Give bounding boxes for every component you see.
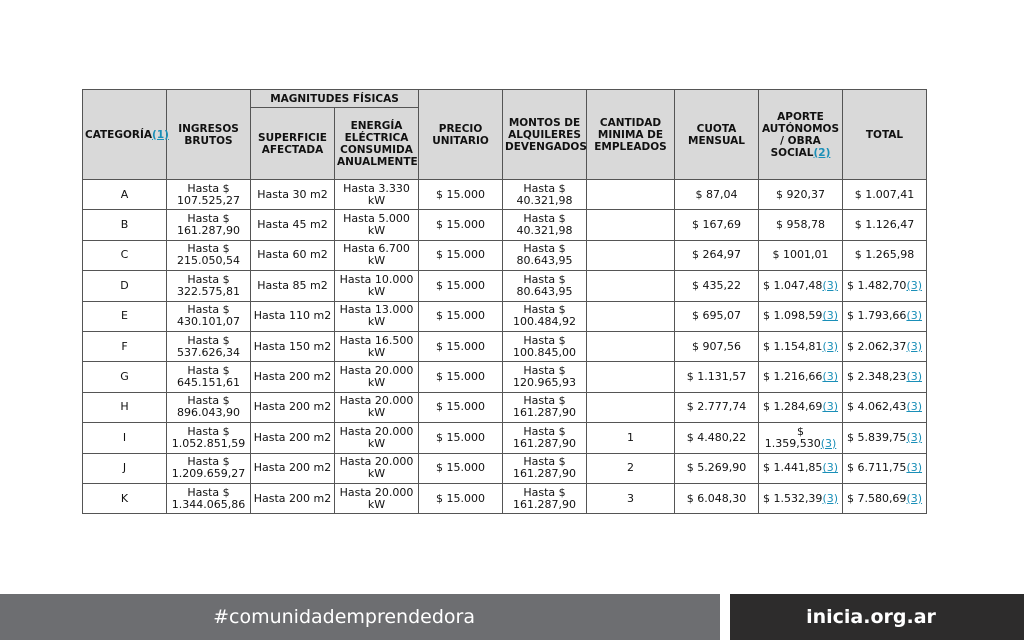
header-cuota-mensual: CUOTA MENSUAL <box>675 90 759 180</box>
cell-cat: F <box>83 331 167 361</box>
cell-empleados <box>587 271 675 301</box>
cell-empleados <box>587 240 675 270</box>
cell-ingresos: Hasta $ 322.575,81 <box>167 271 251 301</box>
cell-aporte: $ 1.216,66(3) <box>759 362 843 392</box>
cell-superficie: Hasta 200 m2 <box>251 453 335 483</box>
cell-superficie: Hasta 200 m2 <box>251 483 335 513</box>
cell-total: $ 7.580,69(3) <box>843 483 927 513</box>
cell-total: $ 2.348,23(3) <box>843 362 927 392</box>
table-row <box>83 301 927 331</box>
cell-superficie: Hasta 45 m2 <box>251 210 335 240</box>
cell-superficie: Hasta 30 m2 <box>251 180 335 210</box>
cell-precio: $ 15.000 <box>419 210 503 240</box>
cell-empleados <box>587 210 675 240</box>
cell-total: $ 5.839,75(3) <box>843 423 927 453</box>
header-montos-alquileres: MONTOS DE ALQUILERES DEVENGADOS <box>503 90 587 180</box>
cell-energia: Hasta 20.000 kW <box>335 392 419 422</box>
footnote-link-3[interactable]: (3) <box>822 339 839 353</box>
cell-total: $ 1.007,41 <box>843 180 927 210</box>
cell-cat: K <box>83 483 167 513</box>
cell-total: $ 1.482,70(3) <box>843 271 927 301</box>
table-row <box>83 483 927 513</box>
cell-cuota: $ 435,22 <box>675 271 759 301</box>
cell-montos: Hasta $ 80.643,95 <box>503 240 587 270</box>
cell-total: $ 2.062,37(3) <box>843 331 927 361</box>
cell-cat: H <box>83 392 167 422</box>
cell-aporte: $ 1.098,59(3) <box>759 301 843 331</box>
cell-cat: D <box>83 271 167 301</box>
cell-superficie: Hasta 110 m2 <box>251 301 335 331</box>
cell-ingresos: Hasta $ 537.626,34 <box>167 331 251 361</box>
cell-cuota: $ 695,07 <box>675 301 759 331</box>
cell-empleados: 3 <box>587 483 675 513</box>
cell-montos: Hasta $ 40.321,98 <box>503 180 587 210</box>
cell-precio: $ 15.000 <box>419 331 503 361</box>
cell-total: $ 4.062,43(3) <box>843 392 927 422</box>
header-categoria: CATEGORÍA(1) <box>83 90 167 180</box>
footnote-link-3[interactable]: (3) <box>906 278 923 292</box>
cell-montos: Hasta $ 161.287,90 <box>503 483 587 513</box>
cell-precio: $ 15.000 <box>419 362 503 392</box>
header-ingresos-brutos: INGRESOS BRUTOS <box>167 90 251 180</box>
footnote-link-3[interactable]: (3) <box>822 278 839 292</box>
table-row <box>83 210 927 240</box>
cell-total: $ 1.126,47 <box>843 210 927 240</box>
cell-cat: J <box>83 453 167 483</box>
cell-precio: $ 15.000 <box>419 483 503 513</box>
table-row <box>83 180 927 210</box>
cell-cuota: $ 1.131,57 <box>675 362 759 392</box>
cell-precio: $ 15.000 <box>419 271 503 301</box>
cell-total: $ 6.711,75(3) <box>843 453 927 483</box>
cell-ingresos: Hasta $ 1.344.065,86 <box>167 483 251 513</box>
table-row <box>83 331 927 361</box>
cell-cuota: $ 6.048,30 <box>675 483 759 513</box>
cell-energia: Hasta 5.000 kW <box>335 210 419 240</box>
footnote-link-3[interactable]: (3) <box>822 400 839 414</box>
cell-empleados <box>587 331 675 361</box>
cell-energia: Hasta 20.000 kW <box>335 453 419 483</box>
cell-total: $ 1.265,98 <box>843 240 927 270</box>
cell-montos: Hasta $ 161.287,90 <box>503 453 587 483</box>
cell-superficie: Hasta 150 m2 <box>251 331 335 361</box>
cell-superficie: Hasta 85 m2 <box>251 271 335 301</box>
cell-cuota: $ 167,69 <box>675 210 759 240</box>
footer-site-bar <box>730 594 1024 640</box>
cell-energia: Hasta 3.330 kW <box>335 180 419 210</box>
cell-cuota: $ 2.777,74 <box>675 392 759 422</box>
cell-aporte: $ 958,78 <box>759 210 843 240</box>
cell-cuota: $ 264,97 <box>675 240 759 270</box>
cell-energia: Hasta 13.000 kW <box>335 301 419 331</box>
cell-empleados <box>587 362 675 392</box>
header-energia-electrica: ENERGÍA ELÉCTRICA CONSUMIDA ANUALMENTE <box>335 108 419 180</box>
cell-montos: Hasta $ 161.287,90 <box>503 392 587 422</box>
monotributo-categories-table <box>82 89 927 514</box>
cell-cat: G <box>83 362 167 392</box>
cell-empleados <box>587 392 675 422</box>
hashtag-text: #comunidademprendedora <box>213 606 475 628</box>
cell-empleados <box>587 301 675 331</box>
footnote-link-3[interactable]: (3) <box>906 430 923 444</box>
cell-cuota: $ 5.269,90 <box>675 453 759 483</box>
header-precio-unitario: PRECIO UNITARIO <box>419 90 503 180</box>
cell-cat: A <box>83 180 167 210</box>
footnote-link-3[interactable]: (3) <box>906 400 923 414</box>
table-row <box>83 271 927 301</box>
cell-ingresos: Hasta $ 430.101,07 <box>167 301 251 331</box>
cell-energia: Hasta 10.000 kW <box>335 271 419 301</box>
cell-aporte: $ 1.047,48(3) <box>759 271 843 301</box>
cell-empleados <box>587 180 675 210</box>
cell-montos: Hasta $ 40.321,98 <box>503 210 587 240</box>
table-row <box>83 453 927 483</box>
cell-superficie: Hasta 60 m2 <box>251 240 335 270</box>
footnote-link-3[interactable]: (3) <box>822 491 839 505</box>
table-row <box>83 362 927 392</box>
table-header <box>83 90 927 180</box>
header-total: TOTAL <box>843 90 927 180</box>
site-text: inicia.org.ar <box>806 606 936 628</box>
footnote-link-3[interactable]: (3) <box>906 370 923 384</box>
cell-ingresos: Hasta $ 896.043,90 <box>167 392 251 422</box>
cell-energia: Hasta 20.000 kW <box>335 423 419 453</box>
cell-montos: Hasta $ 100.845,00 <box>503 331 587 361</box>
footnote-link-3[interactable]: (3) <box>820 436 837 450</box>
cell-precio: $ 15.000 <box>419 301 503 331</box>
cell-ingresos: Hasta $ 107.525,27 <box>167 180 251 210</box>
footnote-link-3[interactable]: (3) <box>906 491 923 505</box>
cell-ingresos: Hasta $ 1.052.851,59 <box>167 423 251 453</box>
cell-precio: $ 15.000 <box>419 240 503 270</box>
cell-aporte: $ 920,37 <box>759 180 843 210</box>
footnote-link-3[interactable]: (3) <box>906 309 923 323</box>
header-cantidad-empleados: CANTIDAD MINIMA DE EMPLEADOS <box>587 90 675 180</box>
cell-cat: B <box>83 210 167 240</box>
footnote-link-2[interactable]: (2) <box>813 146 831 159</box>
cell-ingresos: Hasta $ 161.287,90 <box>167 210 251 240</box>
cell-cuota: $ 87,04 <box>675 180 759 210</box>
footer-hashtag-bar <box>0 594 720 640</box>
cell-energia: Hasta 20.000 kW <box>335 362 419 392</box>
cell-cuota: $ 4.480,22 <box>675 423 759 453</box>
cell-aporte: $ 1.154,81(3) <box>759 331 843 361</box>
cell-aporte: $ 1.441,85(3) <box>759 453 843 483</box>
cell-montos: Hasta $ 80.643,95 <box>503 271 587 301</box>
cell-aporte: $ 1.359,530(3) <box>759 423 843 453</box>
cell-aporte: $ 1.532,39(3) <box>759 483 843 513</box>
cell-montos: Hasta $ 120.965,93 <box>503 362 587 392</box>
cell-precio: $ 15.000 <box>419 453 503 483</box>
footnote-link-3[interactable]: (3) <box>906 339 923 353</box>
cell-superficie: Hasta 200 m2 <box>251 423 335 453</box>
table-row <box>83 423 927 453</box>
cell-ingresos: Hasta $ 645.151,61 <box>167 362 251 392</box>
cell-aporte: $ 1.284,69(3) <box>759 392 843 422</box>
cell-montos: Hasta $ 161.287,90 <box>503 423 587 453</box>
cell-cat: C <box>83 240 167 270</box>
cell-energia: Hasta 20.000 kW <box>335 483 419 513</box>
table-row <box>83 240 927 270</box>
cell-precio: $ 15.000 <box>419 180 503 210</box>
cell-montos: Hasta $ 100.484,92 <box>503 301 587 331</box>
footnote-link-3[interactable]: (3) <box>822 309 839 323</box>
cell-superficie: Hasta 200 m2 <box>251 362 335 392</box>
table-row <box>83 392 927 422</box>
cell-cat: I <box>83 423 167 453</box>
cell-cat: E <box>83 301 167 331</box>
footnote-link-3[interactable]: (3) <box>822 370 839 384</box>
cell-empleados: 2 <box>587 453 675 483</box>
footnote-link-3[interactable]: (3) <box>822 461 839 475</box>
header-magnitudes-fisicas: MAGNITUDES FÍSICAS <box>251 90 419 108</box>
cell-ingresos: Hasta $ 215.050,54 <box>167 240 251 270</box>
cell-aporte: $ 1001,01 <box>759 240 843 270</box>
cell-energia: Hasta 6.700 kW <box>335 240 419 270</box>
header-aporte: APORTE AUTÓNOMOS / OBRA SOCIAL(2) <box>759 90 843 180</box>
cell-cuota: $ 907,56 <box>675 331 759 361</box>
cell-empleados: 1 <box>587 423 675 453</box>
footnote-link-3[interactable]: (3) <box>906 461 923 475</box>
cell-precio: $ 15.000 <box>419 423 503 453</box>
cell-energia: Hasta 16.500 kW <box>335 331 419 361</box>
cell-ingresos: Hasta $ 1.209.659,27 <box>167 453 251 483</box>
header-superficie-afectada: SUPERFICIE AFECTADA <box>251 108 335 180</box>
cell-superficie: Hasta 200 m2 <box>251 392 335 422</box>
table-body <box>83 180 927 514</box>
footnote-link-1[interactable]: (1) <box>152 128 169 141</box>
cell-total: $ 1.793,66(3) <box>843 301 927 331</box>
cell-precio: $ 15.000 <box>419 392 503 422</box>
